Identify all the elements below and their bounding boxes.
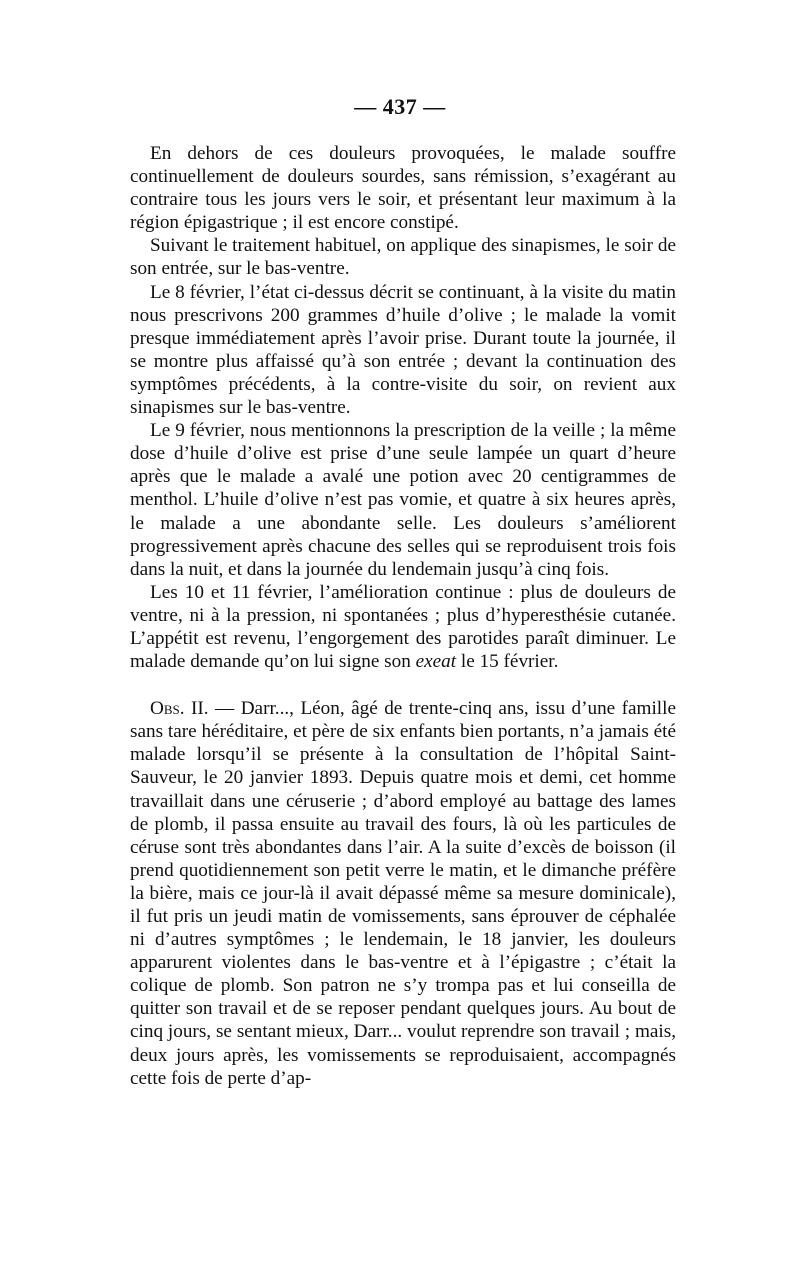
paragraph-february-8: Le 8 février, l’état ci-dessus décrit se continuant, à la visite du matin nous prescrivons 200 grammes d’huile d’olive ; le malade la vomit presque immédiatement après l’avoir prise. Durant toute la journée, il se montre plus affaissé qu’à son entrée ; devant la continuation des symptômes précédents, à la contre-visite du soir, on revient aux sinapismes sur le bas-ventre.: [130, 281, 676, 419]
observation-ii: [130, 697, 676, 1090]
final-paragraph-text: Les 10 et 11 février, l’amélioration continue : plus de douleurs de ventre, ni à la pression, ni spontanées ; plus d’hyperesthésie cutanée. L’appétit est revenu, l’engorgement des parotides paraît diminuer. Le malade demande qu’on lui signe son: [130, 581, 676, 673]
paragraph-february-9: Le 9 février, nous mentionnons la prescription de la veille ; la même dose d’huile d’olive est prise d’une seule lampée un quart d’heure après que le malade a avalé une potion avec 20 centigrammes de menthol. L’huile d’olive n’est pas vomie, et quatre à six heures après, le malade a une abondante selle. Les douleurs s’améliorent progressivement après chacune des selles qui se reproduisent trois fois dans la nuit, et dans la journée du lendemain jusqu’à cinq fois.: [130, 420, 676, 580]
observation-text: — Darr..., Léon, âgé de trente-cinq ans, issu d’une famille sans tare héréditaire, et père de six enfants bien portants, n’a jamais été malade lorsqu’il se présente à la consultation de l’hôpital Saint-Sauveur, le 20 janvier 1893. Depuis quatre mois et demi, cet homme travaillait dans une céruserie ; d’abord employé au battage des lames de plomb, il passa ensuite au travail des fours, là où les particules de céruse sont très abondantes dans l’air. A la suite d’excès de boisson (il prend quotidiennement son petit verre le matin, et le dimanche préfère la bière, mais ce jour-là il avait dépassé même sa mesure dominicale), il fut pris un jeudi matin de vomissements, sans éprouver de céphalée ni d’autres symptômes ; le lendemain, le 18 janvier, les douleurs apparurent violentes dans le bas-ventre et à l’épigastre ; c’était la colique de plomb. Son patron ne s’y trompa pas et lui conseilla de quitter son travail et de se reposer pendant quelques jours. Au bout de cinq jours, se sentant mieux, Darr... voulut reprendre son travail ; mais, deux jours après, les vomissements se reproduisaient, accompagnés cette fois de perte d’ap-: [130, 698, 676, 1089]
paragraph-pain-description: En dehors de ces douleurs provoquées, le malade souffre continuellement de douleurs sourdes, sans rémission, s’exagérant au contraire tous les jours vers le soir, et présentant leur maximum à la région épigastrique ; il est encore constipé.: [130, 143, 676, 234]
body-text: [130, 142, 676, 1090]
paragraph-february-10-11: [130, 581, 676, 673]
observation-label: Obs. II.: [150, 698, 209, 720]
page-number: — 437 —: [354, 94, 446, 119]
final-paragraph-end: le 15 février.: [456, 651, 559, 673]
paragraph-usual-treatment: Suivant le traitement habituel, on applique des sinapismes, le soir de son entrée, sur le bas-ventre.: [130, 235, 676, 280]
exeat-word: exeat: [415, 651, 457, 673]
